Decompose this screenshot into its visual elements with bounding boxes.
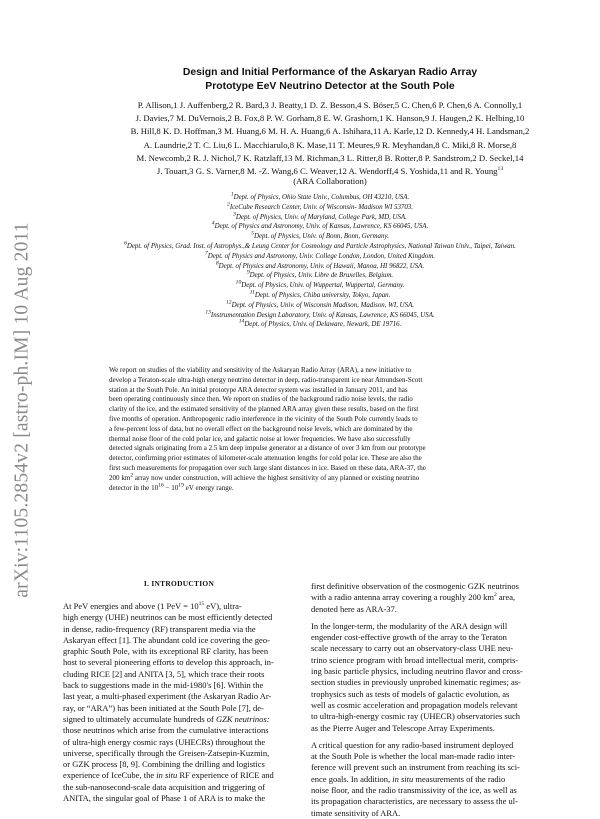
abstract-line: five months of operation. Anthropogenic radio interference in the vicinity of the South Pole currently leads to bbox=[109, 414, 418, 423]
body-line: ANITA, the singular goal of Phase 1 of ARA is to make the bbox=[63, 793, 266, 804]
body-line: scale necessary to carry out an observatory-class UHE neu- bbox=[311, 643, 514, 654]
abstract bbox=[109, 366, 551, 493]
body-line: to ultra-high-energy cosmic ray (UHECR) observatories such bbox=[311, 711, 520, 722]
collaboration-name: (ARA Collaboration) bbox=[293, 176, 367, 186]
body-column-right bbox=[311, 581, 543, 819]
body-line: last year, a multi-phased experiment (the Askaryan Radio Ar- bbox=[63, 691, 272, 702]
body-line: In the longer-term, the modularity of the ARA design will bbox=[311, 620, 508, 631]
body-line: noise floor, and the radio transmissivity of the ice, as well as bbox=[311, 785, 517, 796]
body-line: ing basic particle physics, including neutrino flavor and cross- bbox=[311, 666, 523, 677]
body-line: of ultra-high energy cosmic rays (UHECRs) throughout the bbox=[63, 736, 266, 747]
arxiv-id-text: arXiv:1105.2854v2 [astro-ph.IM] 10 Aug 2011 bbox=[12, 222, 34, 598]
affiliation: $^{11}$Dept. of Physics, Chiba university, Tokyo, Japan. bbox=[249, 289, 391, 299]
body-line: the sub-nanosecond-scale data acquisition and triggering of bbox=[63, 781, 266, 792]
author-line: A. Laundrie,2 T. C. Liu,6 L. Macchiarulo,8 K. Mase,11 T. Meures,9 R. Meyhandan,8 C. Miki,8 R. Morse,8 bbox=[143, 139, 517, 150]
affiliation: $^9$Dept. of Physics, Univ. Libre de Bruxelles, Belgium. bbox=[246, 270, 394, 280]
affiliation-list bbox=[40, 193, 600, 330]
abstract-line: thermal noise floor of the cold polar ice, and galactic noise at lower frequencies. We have also successfully bbox=[109, 434, 411, 443]
body-line: cluding RICE [2] and ANITA [3, 5], which trace their roots bbox=[63, 668, 265, 679]
body-line: timate sensitivity of ARA. bbox=[311, 807, 401, 818]
body-line: ference will prevent such an instrument from reaching its sci- bbox=[311, 762, 520, 773]
body-line: ence goals. In addition, in situ measurements of the radio bbox=[311, 773, 506, 784]
body-line: A critical question for any radio-based instrument deployed bbox=[311, 739, 514, 750]
body-line: those neutrinos which arise from the cumulative interactions bbox=[63, 725, 269, 736]
affiliation: $^6$Dept. of Physics, Grad. Inst. of Astrophys.,& Leung Center for Cosmology and Particle Astrophysics, National Taiwan Univ., Taipei, Taiwan. bbox=[124, 240, 516, 250]
affiliation: $^{12}$Dept. of Physics, Univ. of Wisconsin Madison, Madison, WI, USA. bbox=[225, 299, 415, 309]
affiliation: $^1$Dept. of Physics, Ohio State Univ., Columbus, OH 43210, USA. bbox=[230, 191, 410, 201]
body-line: universe, specifically through the Greisen-Zatsepin-Kuzmin, bbox=[63, 747, 270, 758]
section-heading-introduction: I. INTRODUCTION bbox=[143, 579, 215, 588]
abstract-line: detector, confirming prior estimates of kilometer-scale attenuation lengths for cold polar ice. These are also the bbox=[109, 454, 422, 463]
body-line: trino science program with broad intellectual merit, compris- bbox=[311, 654, 519, 665]
body-line: denoted here as ARA-37. bbox=[311, 603, 397, 614]
affiliation: $^2$IceCube Research Center, Univ. of Wisconsin- Madison WI 53703. bbox=[227, 201, 413, 211]
abstract-line: develop a Teraton-scale ultra-high energy neutrino detector in deep, radio-transparent ice near Amundsen-Scott bbox=[109, 375, 423, 384]
affiliation: $^{10}$Dept. of Physics, Univ. of Wuppertal, Wuppertal, Germany. bbox=[235, 279, 405, 290]
arxiv-identifier-stamp bbox=[6, 180, 40, 640]
affiliation: $^{13}$Instrumentation Design Laboratory, Univ. of Kansas, Lawrence, KS 66045, USA. bbox=[205, 309, 435, 319]
abstract-line: detected signals originating from a 2.5 km deep impulse generator at a distance of over 3 km from our prototype bbox=[109, 444, 426, 453]
body-line: section studies in previously unprobed kinematic regimes; as- bbox=[311, 677, 521, 688]
body-line: signed to ultimately accumulate hundreds of GZK neutrinos: bbox=[63, 713, 270, 724]
author-line: J. Touart,3 G. S. Varner,8 M. -Z. Wang,6 C. Weaver,12 A. Wendorff,4 S. Yoshida,11 and R. Young$^{13}$ bbox=[156, 166, 504, 177]
affiliation: $^8$Dept. of Physics and Astronomy, Univ. of Hawaii, Manoa, HI 96822, USA. bbox=[215, 260, 425, 270]
abstract-line: We report on studies of the viability and sensitivity of the Askaryan Radio Array (ARA), a new initiative to bbox=[109, 366, 412, 374]
author-line: P. Allison,1 J. Auffenberg,2 R. Bard,3 J. Beatty,1 D. Z. Besson,4 S. Böser,5 C. Chen,6 P. Chen,6 A. Connolly,1 bbox=[137, 100, 523, 110]
author-line: M. Newcomb,2 R. J. Nichol,7 K. Ratzlaff,13 M. Richman,3 L. Ritter,8 B. Rotter,8 P. Sandstrom,2 D. Seckel,14 bbox=[136, 152, 524, 163]
abstract-line: been operating continuously since then. We report on studies of the background radio noise levels, the radio bbox=[109, 395, 413, 404]
body-column-left bbox=[63, 601, 295, 804]
body-line: graphic South Pole, with its exceptional RF clarity, has been bbox=[63, 646, 269, 657]
abstract-line: a few-percent loss of data, but no overall effect on the background noise levels, which are dominated by the bbox=[109, 424, 413, 433]
abstract-line: detector in the $10^{16} - 10^{19}$ eV energy range. bbox=[109, 482, 234, 492]
abstract-line: first such measurements for propagation over such large slant distances in ice. Based on these data, ARA-37, the bbox=[109, 463, 426, 472]
body-line: at the South Pole is whether the local man-made radio inter- bbox=[311, 751, 516, 762]
abstract-line: station at the South Pole. An initial prototype ARA detector system was installed in January 2011, and has bbox=[109, 385, 408, 394]
body-line: well as cosmic acceleration and propagation models relevant bbox=[311, 699, 518, 710]
affiliation: $^3$Dept. of Physics, Univ. of Maryland, College Park, MD, USA. bbox=[233, 211, 407, 221]
affiliation: $^7$Dept. of Physics and Astronomy, Univ. College London, London, United Kingdom. bbox=[204, 250, 436, 260]
body-line: back to suggestions made in the mid-1980's [6]. Within the bbox=[63, 680, 264, 691]
body-line: engender cost-effective growth of the array to the Teraton bbox=[311, 632, 507, 643]
author-line: J. Davies,7 M. DuVernois,2 B. Fox,8 P. W. Gorham,8 E. W. Grashorn,1 K. Hanson,9 J. Haugen,2 K. Helbing,10 bbox=[135, 113, 525, 124]
title-line-2: Prototype EeV Neutrino Detector at the South Pole bbox=[205, 81, 455, 92]
affiliation: $^5$Dept. of Physics, Univ. of Bonn, Bonn, Germany. bbox=[251, 230, 389, 241]
paper-title bbox=[60, 66, 600, 94]
affiliation: $^4$Dept. of Physics and Astronomy, Univ. of Kansas, Lawrence, KS 66045, USA. bbox=[211, 221, 429, 231]
body-line: high energy (UHE) neutrinos can be most efficiently detected bbox=[63, 612, 273, 623]
title-line-1: Design and Initial Performance of the Askaryan Radio Array bbox=[182, 67, 478, 78]
body-line: in dense, radio-frequency (RF) transparent media via the bbox=[63, 623, 256, 634]
body-line: first definitive observation of the cosmogenic GZK neutrinos bbox=[311, 581, 519, 591]
body-line: its propagation characteristics, are necessary to assess the ul- bbox=[311, 796, 518, 807]
abstract-line: clarity of the ice, and the estimated sensitivity of the planned ARA array given these results, based on the first bbox=[109, 405, 419, 414]
body-line: or GZK process [8, 9]. Combining the drilling and logistics bbox=[63, 759, 265, 770]
body-line: as the Pierre Auger and Telescope Array Experiments. bbox=[311, 722, 495, 733]
abstract-line: 200 $km^2$ array now under construction, will achieve the highest sensitivity of any planned or existing neutrino bbox=[109, 472, 420, 482]
body-line: with a radio antenna array covering a roughly 200 $km^2$ area, bbox=[311, 592, 516, 603]
body-line: host to several pioneering efforts to develop this approach, in- bbox=[63, 657, 274, 668]
body-line: ray, or “ARA”) has been initiated at the South Pole [7], de- bbox=[63, 702, 264, 713]
body-line: Askaryan effect [1]. The abundant cold ice covering the geo- bbox=[63, 634, 270, 645]
body-line: At PeV energies and above (1 PeV = $10^{15}$ eV), ultra- bbox=[63, 601, 242, 611]
affiliation: $^{14}$Dept. of Physics, Univ. of Delaware, Newark, DE 19716. bbox=[238, 319, 402, 329]
author-line: B. Hill,8 K. D. Hoffman,3 M. Huang,6 M. H. A. Huang,6 A. Ishihara,11 A. Karle,12 D. Kennedy,4 H. Landsman,2 bbox=[130, 126, 530, 137]
body-line: trophysics such as tests of models of galactic evolution, as bbox=[311, 688, 510, 699]
body-line: experience of IceCube, the in situ RF experience of RICE and bbox=[63, 770, 274, 781]
author-list bbox=[72, 99, 588, 178]
